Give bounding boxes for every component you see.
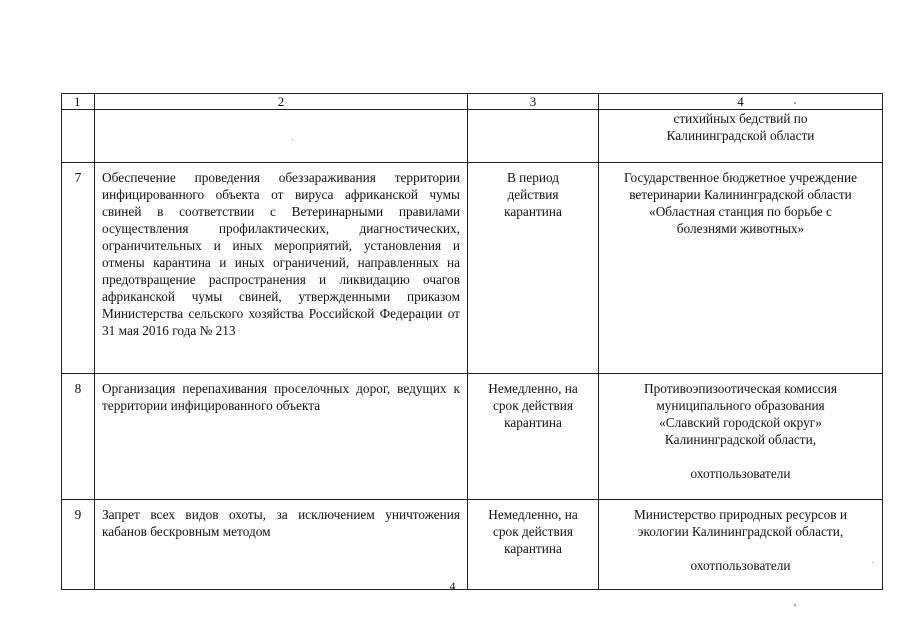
text-line: В период bbox=[506, 170, 559, 185]
header-col-1: 1 bbox=[62, 94, 95, 110]
header-col-3: 3 bbox=[468, 94, 599, 110]
text-line: Противоэпизоотическая комиссия bbox=[644, 381, 837, 396]
row-number: 7 bbox=[62, 163, 95, 374]
text-line: Калининградской области, bbox=[664, 432, 817, 447]
table-row bbox=[62, 374, 883, 500]
measure-text: Организация перепахивания проселочных дорог, ведущих к территории инфицированного объекта bbox=[95, 374, 468, 500]
text-line: карантина bbox=[504, 204, 562, 219]
cell-empty bbox=[62, 110, 95, 163]
text-line: охотпользователи bbox=[690, 466, 791, 481]
text-line: ветеринарии Калининградской области bbox=[629, 187, 852, 202]
page-number: 4 bbox=[449, 579, 456, 593]
text-line: Государственное бюджетное учреждение bbox=[624, 170, 857, 185]
table-row bbox=[62, 500, 883, 590]
text-line: Калининградской области bbox=[666, 128, 815, 143]
table-row bbox=[62, 163, 883, 374]
scan-speck bbox=[292, 139, 293, 140]
text-line: охотпользователи bbox=[690, 558, 791, 573]
row-number: 9 bbox=[62, 500, 95, 590]
term-cell bbox=[468, 163, 599, 374]
term-cell bbox=[468, 374, 599, 500]
scan-speck bbox=[794, 604, 796, 606]
header-col-2: 2 bbox=[95, 94, 468, 110]
header-col-4: 4 bbox=[599, 94, 883, 110]
text-line: срок действия bbox=[493, 524, 573, 539]
text-line: «Славский городской округ» bbox=[659, 415, 822, 430]
responsible-cell bbox=[599, 163, 883, 374]
table-header-row bbox=[62, 94, 883, 110]
text-line: Немедленно, на bbox=[488, 381, 578, 396]
term-cell bbox=[468, 500, 599, 590]
continued-responsible bbox=[599, 110, 883, 163]
scan-speck bbox=[794, 102, 796, 104]
text-line: срок действия bbox=[493, 398, 573, 413]
text-line: стихийных бедствий по bbox=[673, 111, 808, 126]
cell-empty bbox=[468, 110, 599, 163]
text-line: болезнями животных» bbox=[676, 221, 805, 236]
text-line: карантина bbox=[504, 415, 562, 430]
row-number: 8 bbox=[62, 374, 95, 500]
text-line: экологии Калининградской области, bbox=[637, 524, 844, 539]
text-line: действия bbox=[507, 187, 559, 202]
measures-table bbox=[61, 93, 883, 590]
cell-empty bbox=[95, 110, 468, 163]
measure-text: Запрет всех видов охоты, за исключением уничтожения кабанов бескровным методом bbox=[95, 500, 468, 590]
responsible-cell bbox=[599, 500, 883, 590]
text-line: Министерство природных ресурсов и bbox=[633, 507, 848, 522]
measure-text: Обеспечение проведения обеззараживания территории инфицированного объекта от вируса африканской чумы свиней в соответствии с Ветеринарными правилами осуществления профилактических, диагностических, ограничительных и иных мероприятий, установления и отмены карантина и иных ограничений, направленных на предотвращение распространения и ликвидацию очагов африканской чумы свиней, утвержденными приказом Министерства сельского хозяйства Российской Федерации от 31 мая 2016 года № 213 bbox=[95, 163, 468, 374]
text-line: «Областная станция по борьбе с bbox=[649, 204, 832, 219]
text-line: карантина bbox=[504, 541, 562, 556]
text-line: муниципального образования bbox=[656, 398, 825, 413]
responsible-cell bbox=[599, 374, 883, 500]
table-row-continuation bbox=[62, 110, 883, 163]
text-line: Немедленно, на bbox=[488, 507, 578, 522]
scan-speck bbox=[872, 562, 873, 563]
